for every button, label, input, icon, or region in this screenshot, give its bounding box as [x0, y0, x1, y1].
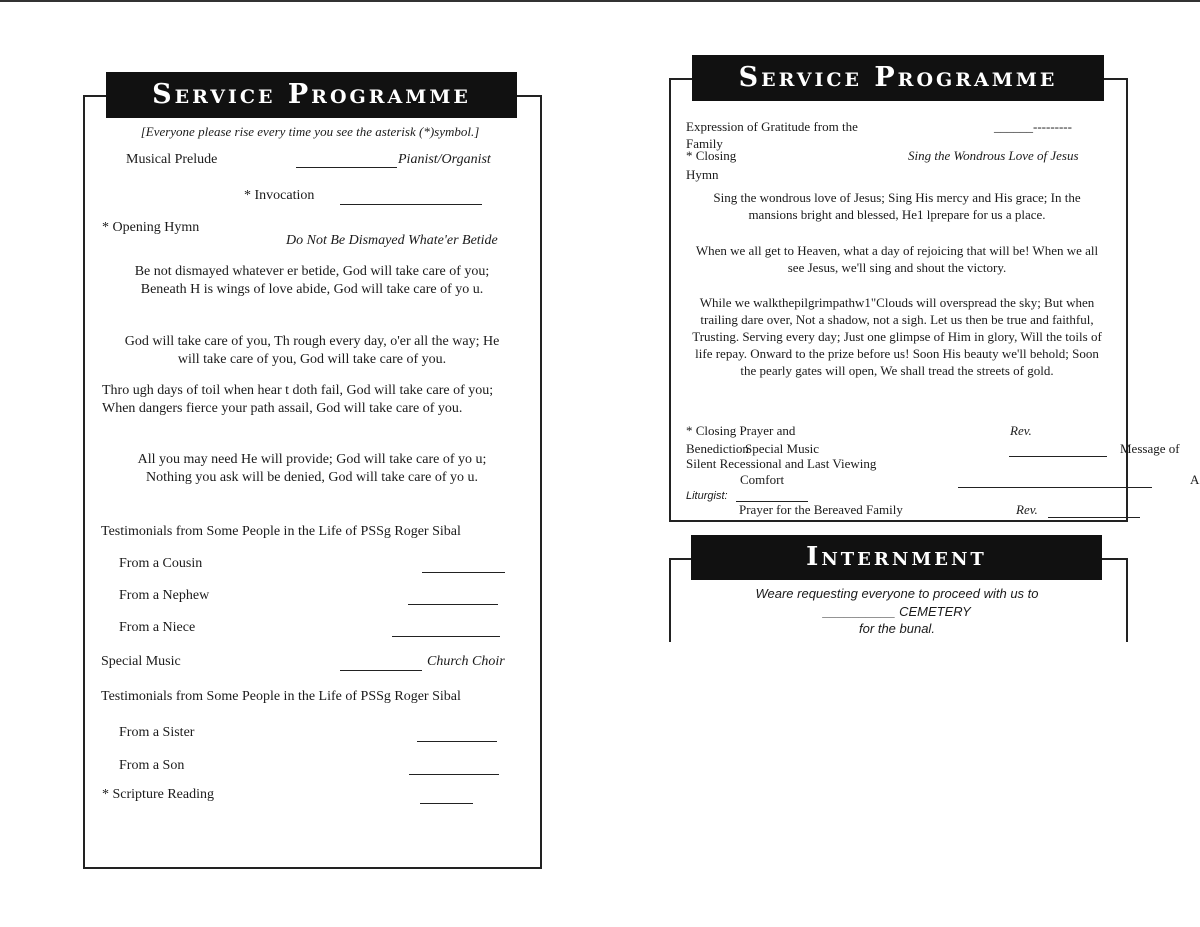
invocation-label: * Invocation [244, 188, 315, 203]
gratitude-label: Expression of Gratitude from the [686, 119, 858, 134]
from-niece-blank [392, 636, 500, 637]
bereaved-prayer-label: Prayer for the Bereaved Family [739, 502, 903, 517]
hymn-verse-4: All you may need He will provide; God will take care of yo u; Nothing you ask will be denied, God will take care of yo u. [137, 452, 487, 485]
page-top-border [0, 0, 1200, 2]
testimonials-heading-2: Testimonials from Some People in the Life of PSSg Roger Sibal [101, 689, 461, 704]
internment-line-1: Weare requesting everyone to proceed with us to [755, 586, 1039, 601]
hymn-verse-3: Thro ugh days of toil when hear t doth fail, God will take care of you; When dangers fierce your path assail, God will take care of you. [102, 383, 494, 416]
closing-hymn-verse-3: While we walkthepilgrimpathw1"Clouds will overspread the sky; But when trailing dare over, Not a shadow, not a sigh. Let us then be true and faithful, Trusting. Serving every day; Just one glimpse of Him in glory, Will the toils of life repay. Onward to the prize before us! Soon His beauty we'll behold; Soon the pearly gates will open, We shall tread the streets of gold. [692, 295, 1102, 378]
from-cousin-blank [422, 572, 505, 573]
hymn-label: Hymn [686, 167, 719, 182]
message-of-label: Message of [1120, 441, 1180, 456]
comfort-label: Comfort [740, 472, 785, 487]
from-sister-blank [417, 741, 497, 742]
closing-label: * Closing [686, 148, 737, 163]
pianist-organist: Pianist/Organist [398, 152, 491, 167]
musical-prelude-blank [296, 167, 397, 168]
special-music-label: Special Music [101, 654, 181, 669]
right-panel-title: Service Programme [692, 55, 1104, 101]
testimonials-heading-1: Testimonials from Some People in the Life of PSSg Roger Sibal [101, 524, 461, 539]
closing-hymn-verse-1: Sing the wondrous love of Jesus; Sing His mercy and His grace; In the mansions bright and blessed, He1 lprepare for us a place. [713, 190, 1081, 222]
closing-prayer-rev: Rev. [1010, 423, 1032, 438]
bereaved-prayer-blank [1048, 517, 1140, 518]
special-music-rev-blank [1009, 456, 1107, 457]
from-nephew-blank [408, 604, 498, 605]
opening-hymn-label: * Opening Hymn [102, 220, 200, 235]
gratitude-blank: ______--------- [994, 119, 1072, 134]
from-nephew-label: From a Nephew [119, 588, 210, 603]
from-cousin-label: From a Cousin [119, 556, 203, 571]
closing-hymn-title: Sing the Wondrous Love of Jesus [908, 148, 1079, 163]
hymn-verse-1: Be not dismayed whatever er betide, God will take care of you; Beneath H is wings of love abide, God will take care of yo u. [134, 264, 490, 297]
left-panel-title: Service Programme [106, 72, 517, 118]
church-choir: Church Choir [427, 654, 505, 669]
family-label: Family [686, 136, 723, 151]
from-son-label: From a Son [119, 758, 185, 773]
musical-prelude-label: Musical Prelude [126, 152, 218, 167]
bereaved-prayer-rev: Rev. [1016, 502, 1038, 517]
opening-hymn-title: Do Not Be Dismayed Whate'er Betide [286, 233, 498, 248]
closing-hymn-verse-2: When we all get to Heaven, what a day of rejoicing that will be! When we all see Jesus, we'll sing and shout the victory. [695, 243, 1099, 275]
hymn-verse-2: God will take care of you, Th rough every day, o'er all the way; He will take care of you, God will take care of you. [124, 334, 500, 367]
comfort-blank [958, 487, 1152, 488]
benediction-label: Benediction [686, 441, 749, 456]
scripture-reading-blank [420, 803, 473, 804]
right-special-music-label: Special Music [745, 441, 820, 456]
from-son-blank [409, 774, 499, 775]
special-music-blank [340, 670, 422, 671]
internment-line-2: __________ CEMETERY [823, 604, 971, 619]
from-niece-label: From a Niece [119, 620, 196, 635]
scripture-reading-label: * Scripture Reading [102, 787, 214, 802]
internment-title: Internment [691, 535, 1102, 580]
closing-prayer-label: * Closing Prayer and [686, 423, 796, 438]
letter-a: A [1190, 472, 1200, 487]
invocation-blank [340, 204, 482, 205]
internment-line-3: for the bunal. [859, 621, 935, 636]
from-sister-label: From a Sister [119, 725, 195, 740]
liturgist-label: Liturgist: [686, 490, 728, 502]
rise-note: [Everyone please rise every time you see the asterisk (*)symbol.] [140, 124, 480, 139]
silent-recessional-label: Silent Recessional and Last Viewing [686, 456, 877, 471]
